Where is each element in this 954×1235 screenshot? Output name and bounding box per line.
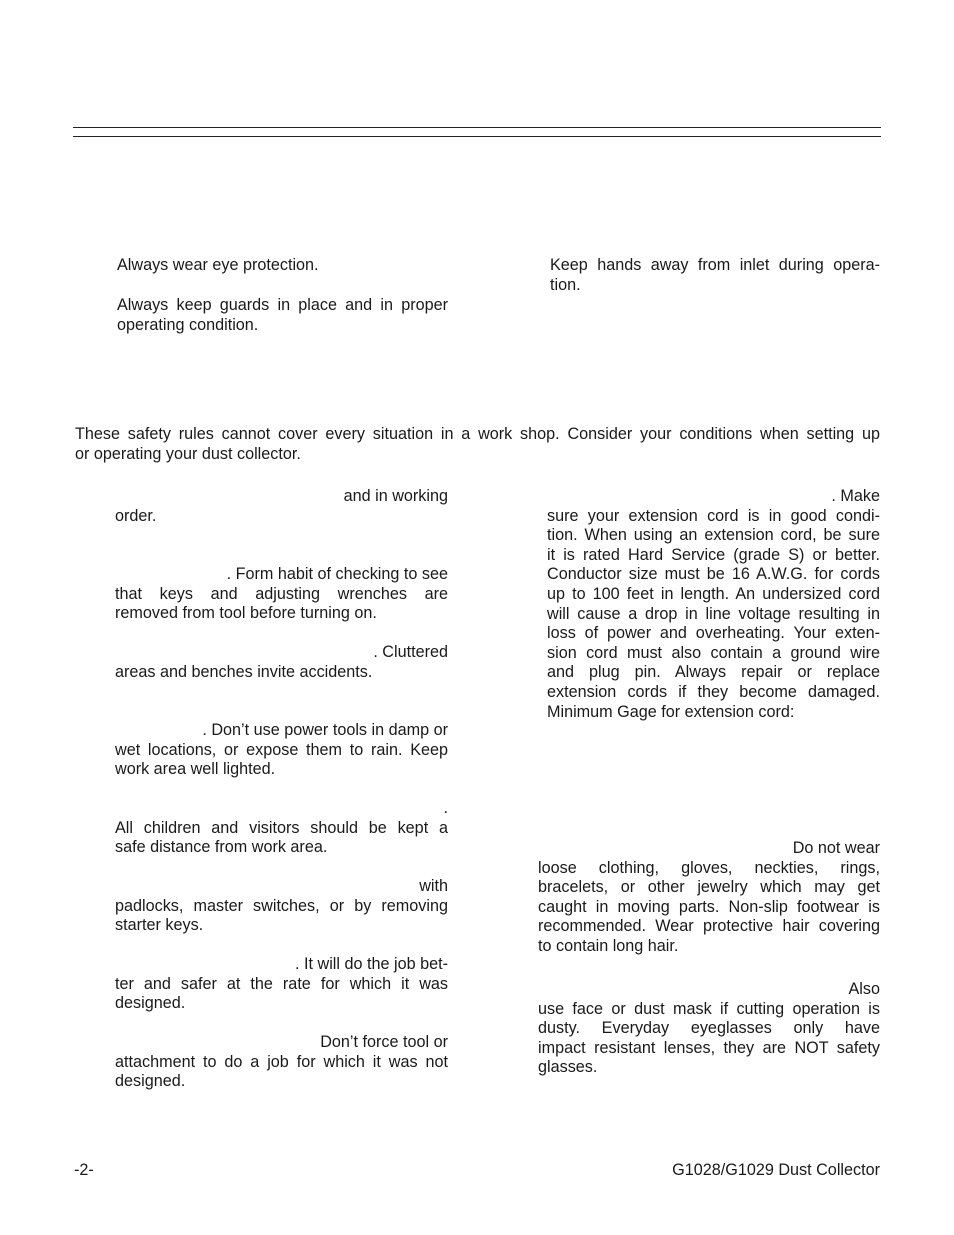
rule-remove-keys: . Form habit of checking to see that keys and adjusting wrenches are removed from tool before turning on. — [115, 565, 448, 623]
rule-keep-guards: and in working order. — [115, 487, 448, 525]
header-rule-top — [73, 127, 881, 128]
rule-proper-apparel: Do not wear loose clothing, gloves, neckties, rings, bracelets, or other jewelry which may get caught in moving parts. Non-slip footwear is recommended. Wear protective hair covering to contain long hair. — [538, 839, 880, 955]
page-number: -2- — [74, 1161, 94, 1179]
rule-clean-work-area: . Cluttered areas and benches invite accidents. — [115, 643, 448, 681]
intro-paragraph: These safety rules cannot cover every situation in a work shop. Consider your conditions when setting up or operating your dust collector. — [75, 425, 880, 463]
rule-dont-force: . It will do the job bet- ter and safer at the rate for which it was designed. — [115, 955, 448, 1013]
rule-right-tool: Don’t force tool or attachment to do a job for which it was not designed. — [115, 1033, 448, 1091]
rule-kid-proof: with padlocks, master switches, or by removing starter keys. — [115, 877, 448, 935]
header-rule-bottom — [73, 136, 881, 137]
top-left-item-1: Always wear eye protection. — [117, 256, 319, 274]
top-right-item-1: Keep hands away from inlet during opera- tion. — [550, 256, 880, 294]
footer-doc-title: G1028/G1029 Dust Collector — [672, 1161, 880, 1179]
rule-safety-glasses: Also use face or dust mask if cutting operation is dusty. Everyday eyeglasses only have impact resistant lenses, they are NOT safety glasses. — [538, 980, 880, 1077]
rule-extension-cord: . Make sure your extension cord is in good condi- tion. When using an extension cord, be sure it is rated Hard Service (grade S) or better. Conductor size must be 16 A.W.G. for cords up to 100 feet in length. An undersized cord will cause a drop in line voltage resulting in loss of power and overheating. Your exten- sion cord must also contain a ground wire and plug pin. Always repair or replace extension cords if they become damaged. Minimum Gage for extension cord: — [547, 487, 880, 721]
rule-children-away: . All children and visitors should be kept a safe distance from work area. — [115, 799, 448, 857]
rule-environment: . Don’t use power tools in damp or wet locations, or expose them to rain. Keep work area well lighted. — [115, 721, 448, 779]
top-left-item-2: Always keep guards in place and in proper operating condition. — [117, 296, 448, 334]
